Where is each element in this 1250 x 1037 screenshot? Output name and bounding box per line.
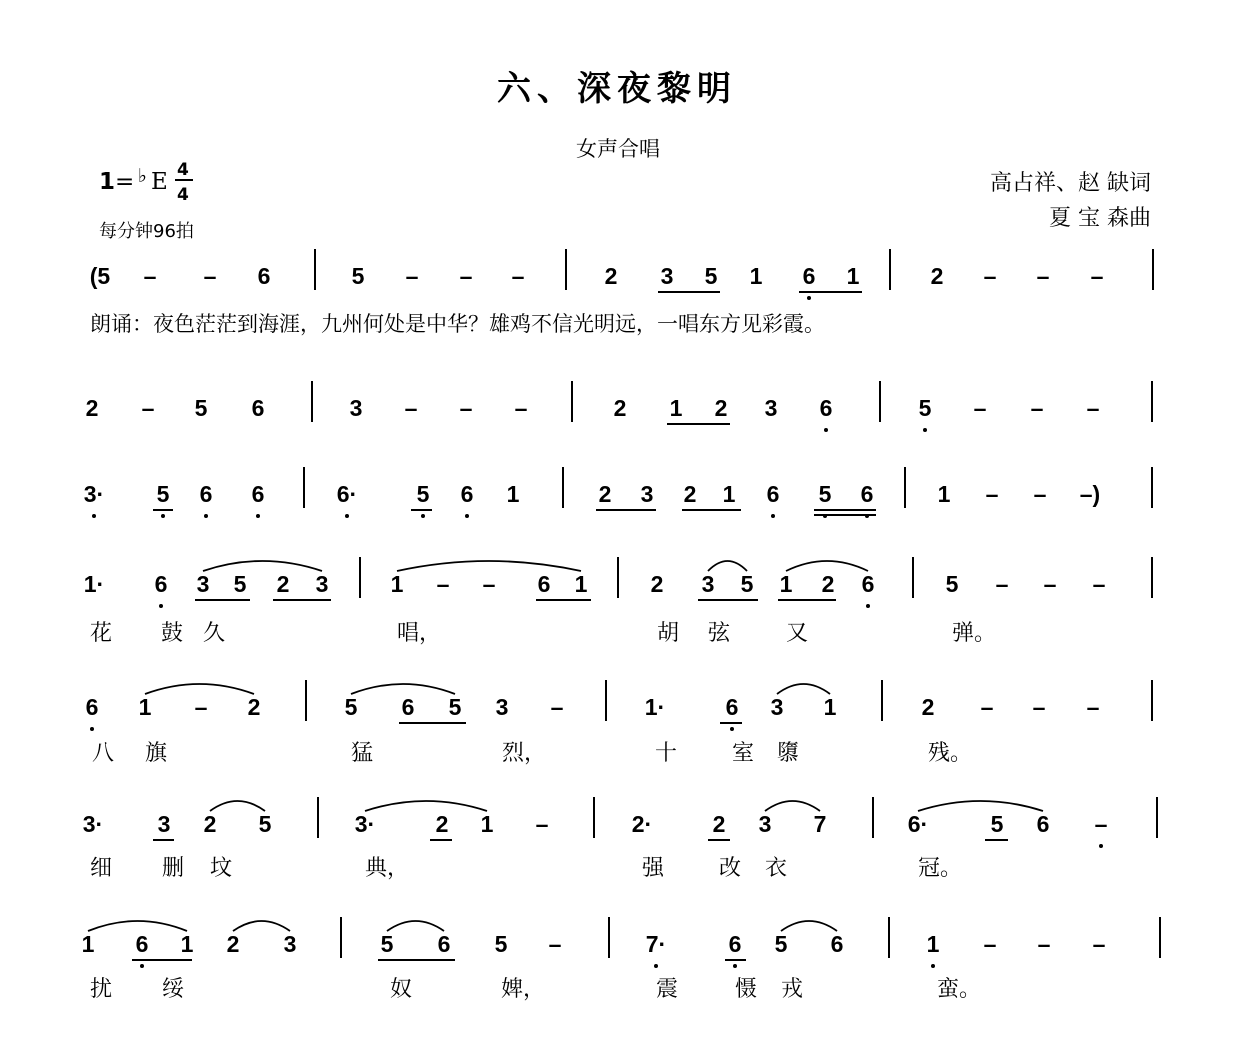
jianpu-note: 5 [945, 571, 959, 597]
octave-dot [865, 514, 869, 518]
jianpu-note: 6 [401, 694, 415, 720]
jianpu-note: 5 [704, 263, 718, 289]
recitation-text: 朗诵：夜色茫茫到海涯，九州何处是中华？雄鸡不信光明远，一唱东方见彩霞。 [90, 312, 825, 336]
slur [397, 561, 581, 571]
jianpu-note: 7 [813, 811, 827, 837]
octave-dot [90, 727, 94, 731]
jianpu-note: 6 [819, 395, 833, 421]
jianpu-note: 3 [349, 395, 363, 421]
lyric-syllable: 胡 [657, 621, 680, 646]
lyric-syllable: 八 [92, 741, 115, 766]
jianpu-note: 6 [154, 571, 168, 597]
slur [708, 561, 747, 571]
octave-dot [345, 514, 349, 518]
jianpu-note: 2 [714, 395, 728, 421]
jianpu-note: 5 [344, 694, 358, 720]
lyric-syllable: 戎 [781, 977, 804, 1002]
jianpu-note: 2 [276, 571, 290, 597]
octave-dot [161, 514, 165, 518]
jianpu-note: 3 [157, 811, 171, 837]
jianpu-note: – [983, 931, 997, 957]
jianpu-note: – [1092, 931, 1106, 957]
jianpu-note: – [1086, 395, 1100, 421]
jianpu-note: – [141, 395, 155, 421]
jianpu-note: 1 [722, 481, 736, 507]
jianpu-note: – [511, 263, 525, 289]
jianpu-note: – [1033, 481, 1047, 507]
jianpu-note: 1· [83, 571, 105, 597]
lyric-syllable: 残。 [928, 741, 973, 766]
slur [365, 801, 487, 811]
jianpu-note: 6 [802, 263, 816, 289]
key-tonic: 1 [99, 169, 116, 195]
octave-dot [733, 964, 737, 968]
jianpu-note: 3 [640, 481, 654, 507]
jianpu-note: – [1094, 811, 1108, 837]
jianpu-note: 1 [779, 571, 793, 597]
octave-dot [931, 964, 935, 968]
jianpu-note: – [983, 263, 997, 289]
jianpu-note: 2· [631, 811, 653, 837]
lyricist-credit: 高占祥、赵 缺词 [990, 171, 1151, 196]
jianpu-note: 1 [846, 263, 860, 289]
jianpu-note: 2 [85, 395, 99, 421]
lyric-syllable: 绥 [162, 977, 185, 1002]
tempo-marking: 每分钟96拍 [99, 221, 194, 242]
jianpu-note: 2 [712, 811, 726, 837]
jianpu-note: 1· [644, 694, 666, 720]
jianpu-note: 1 [81, 931, 95, 957]
jianpu-note: 6 [766, 481, 780, 507]
lyric-syllable: 又 [786, 621, 809, 646]
slur [351, 684, 455, 694]
jianpu-note: 6 [251, 481, 265, 507]
lyric-syllable: 隳 [777, 741, 800, 766]
jianpu-note: 5 [774, 931, 788, 957]
jianpu-note: 1 [138, 694, 152, 720]
jianpu-note: 6 [725, 694, 739, 720]
lyric-syllable: 细 [90, 856, 113, 881]
score-body [82, 249, 1160, 1002]
lyric-syllable: 烈， [502, 741, 547, 766]
jianpu-note: – [1036, 263, 1050, 289]
lyric-syllable: 花 [90, 621, 113, 646]
jianpu-note: 1 [937, 481, 951, 507]
octave-dot [1099, 844, 1103, 848]
slur [203, 561, 322, 571]
lyric-syllable: 唱， [397, 621, 442, 646]
jianpu-note: 5 [233, 571, 247, 597]
jianpu-note: 2 [683, 481, 697, 507]
song-title: 六、深夜黎明 [497, 69, 737, 109]
jianpu-note: – [973, 395, 987, 421]
jianpu-note: – [1037, 931, 1051, 957]
octave-dot [824, 428, 828, 432]
slur [88, 921, 187, 931]
jianpu-note: 6 [437, 931, 451, 957]
jianpu-note: 3 [701, 571, 715, 597]
slur [387, 921, 444, 931]
jianpu-note: 2 [226, 931, 240, 957]
jianpu-note: 5 [448, 694, 462, 720]
lyric-syllable: 删 [162, 856, 185, 881]
key-flat-sign: ♭ [138, 165, 147, 187]
octave-dot [204, 514, 208, 518]
jianpu-note: 2 [921, 694, 935, 720]
jianpu-note: –) [1079, 481, 1101, 507]
jianpu-note: 3 [758, 811, 772, 837]
octave-dot [923, 428, 927, 432]
jianpu-note: 1 [823, 694, 837, 720]
lyric-syllable: 旗 [145, 741, 168, 766]
jianpu-note: 6 [537, 571, 551, 597]
jianpu-note: 2 [604, 263, 618, 289]
jianpu-note: – [436, 571, 450, 597]
lyric-syllable: 震 [656, 977, 679, 1002]
lyric-syllable: 改 [719, 856, 742, 881]
jianpu-note: 2 [598, 481, 612, 507]
octave-dot [823, 514, 827, 518]
jianpu-note: 2 [650, 571, 664, 597]
jianpu-note: 6· [907, 811, 929, 837]
time-signature-bottom: 4 [177, 185, 189, 205]
octave-dot [421, 514, 425, 518]
jianpu-note: 6 [251, 395, 265, 421]
jianpu-note: 1 [926, 931, 940, 957]
jianpu-note: (5 [89, 263, 111, 289]
jianpu-note: 5 [918, 395, 932, 421]
octave-dot [256, 514, 260, 518]
jianpu-note: – [514, 395, 528, 421]
jianpu-note: – [995, 571, 1009, 597]
jianpu-note: 6 [257, 263, 271, 289]
lyric-syllable: 蛮。 [937, 977, 982, 1002]
lyric-syllable: 十 [655, 741, 678, 766]
octave-dot [140, 964, 144, 968]
jianpu-note: 5 [416, 481, 430, 507]
jianpu-note: 1 [180, 931, 194, 957]
jianpu-note: 6· [336, 481, 358, 507]
jianpu-note: – [1030, 395, 1044, 421]
composer-credit: 夏 宝 森曲 [1049, 206, 1151, 231]
jianpu-note: 6 [1036, 811, 1050, 837]
octave-dot [654, 964, 658, 968]
jianpu-note: 2 [821, 571, 835, 597]
octave-dot [866, 604, 870, 608]
jianpu-note: 5 [740, 571, 754, 597]
jianpu-note: 3· [82, 811, 104, 837]
lyric-syllable: 扰 [90, 977, 113, 1002]
jianpu-note: – [459, 263, 473, 289]
jianpu-note: 3 [660, 263, 674, 289]
jianpu-note: – [1092, 571, 1106, 597]
lyric-syllable: 婢， [501, 977, 546, 1002]
lyric-syllable: 强 [642, 856, 665, 881]
jianpu-note: – [404, 395, 418, 421]
jianpu-note: 7· [645, 931, 667, 957]
jianpu-note: 3 [315, 571, 329, 597]
lyric-syllable: 奴 [390, 977, 413, 1002]
jianpu-note: – [535, 811, 549, 837]
jianpu-note: 6 [728, 931, 742, 957]
jianpu-note: 6 [460, 481, 474, 507]
lyric-syllable: 冠。 [918, 856, 963, 881]
jianpu-note: 5 [258, 811, 272, 837]
jianpu-note: 6 [861, 571, 875, 597]
jianpu-note: 5 [494, 931, 508, 957]
jianpu-note: 5 [380, 931, 394, 957]
lyric-syllable: 慑 [735, 977, 758, 1002]
song-subtitle: 女声合唱 [576, 137, 660, 161]
jianpu-note: – [1043, 571, 1057, 597]
slur [210, 801, 265, 811]
jianpu-note: 1 [506, 481, 520, 507]
jianpu-note: 1 [480, 811, 494, 837]
jianpu-note: 6 [135, 931, 149, 957]
jianpu-note: – [980, 694, 994, 720]
slur [781, 921, 837, 931]
jianpu-note: – [459, 395, 473, 421]
lyric-syllable: 弦 [708, 621, 731, 646]
jianpu-note: 2 [930, 263, 944, 289]
jianpu-note: 6 [85, 694, 99, 720]
key-equals: = [115, 169, 135, 195]
jianpu-note: 3 [770, 694, 784, 720]
jianpu-note: 2 [613, 395, 627, 421]
lyric-syllable: 弹。 [952, 621, 997, 646]
lyric-syllable: 坟 [210, 856, 233, 881]
jianpu-note: 3 [283, 931, 297, 957]
slur [777, 684, 830, 694]
jianpu-note: 6 [860, 481, 874, 507]
jianpu-note: – [1086, 694, 1100, 720]
lyric-syllable: 久 [203, 621, 226, 646]
jianpu-note: 6 [830, 931, 844, 957]
jianpu-note: – [550, 694, 564, 720]
key-signature [99, 160, 193, 205]
key-note: E [151, 169, 168, 195]
jianpu-note: – [194, 694, 208, 720]
jianpu-note: 3 [196, 571, 210, 597]
lyric-syllable: 典， [365, 856, 410, 881]
octave-dot [730, 727, 734, 731]
jianpu-note: – [1090, 263, 1104, 289]
jianpu-note: 3 [764, 395, 778, 421]
jianpu-note: 5 [156, 481, 170, 507]
jianpu-note: 6 [199, 481, 213, 507]
jianpu-note: – [1032, 694, 1046, 720]
jianpu-note: 5 [818, 481, 832, 507]
jianpu-note: 3 [495, 694, 509, 720]
slur [765, 801, 820, 811]
jianpu-note: – [203, 263, 217, 289]
jianpu-note: 3· [83, 481, 105, 507]
lyric-syllable: 衣 [765, 856, 788, 881]
jianpu-note: 5 [194, 395, 208, 421]
jianpu-note: 2 [435, 811, 449, 837]
jianpu-note: 1 [574, 571, 588, 597]
lyric-syllable: 室 [732, 741, 755, 766]
jianpu-note: 5 [351, 263, 365, 289]
jianpu-note: 2 [203, 811, 217, 837]
jianpu-note: 3· [354, 811, 376, 837]
jianpu-note: – [405, 263, 419, 289]
octave-dot [159, 604, 163, 608]
octave-dot [771, 514, 775, 518]
lyric-syllable: 猛 [351, 741, 374, 766]
octave-dot [92, 514, 96, 518]
jianpu-note: 1 [749, 263, 763, 289]
slur [233, 921, 290, 931]
time-signature-top: 4 [177, 160, 189, 180]
jianpu-note: 5 [990, 811, 1004, 837]
jianpu-note: – [482, 571, 496, 597]
slur [145, 684, 254, 694]
jianpu-note: – [143, 263, 157, 289]
jianpu-note: 1 [390, 571, 404, 597]
octave-dot [807, 296, 811, 300]
lyric-syllable: 鼓 [161, 621, 184, 646]
jianpu-note: 2 [247, 694, 261, 720]
slur [918, 801, 1043, 811]
jianpu-note: – [985, 481, 999, 507]
jianpu-note: – [548, 931, 562, 957]
jianpu-note: 1 [669, 395, 683, 421]
slur [786, 561, 868, 571]
octave-dot [465, 514, 469, 518]
